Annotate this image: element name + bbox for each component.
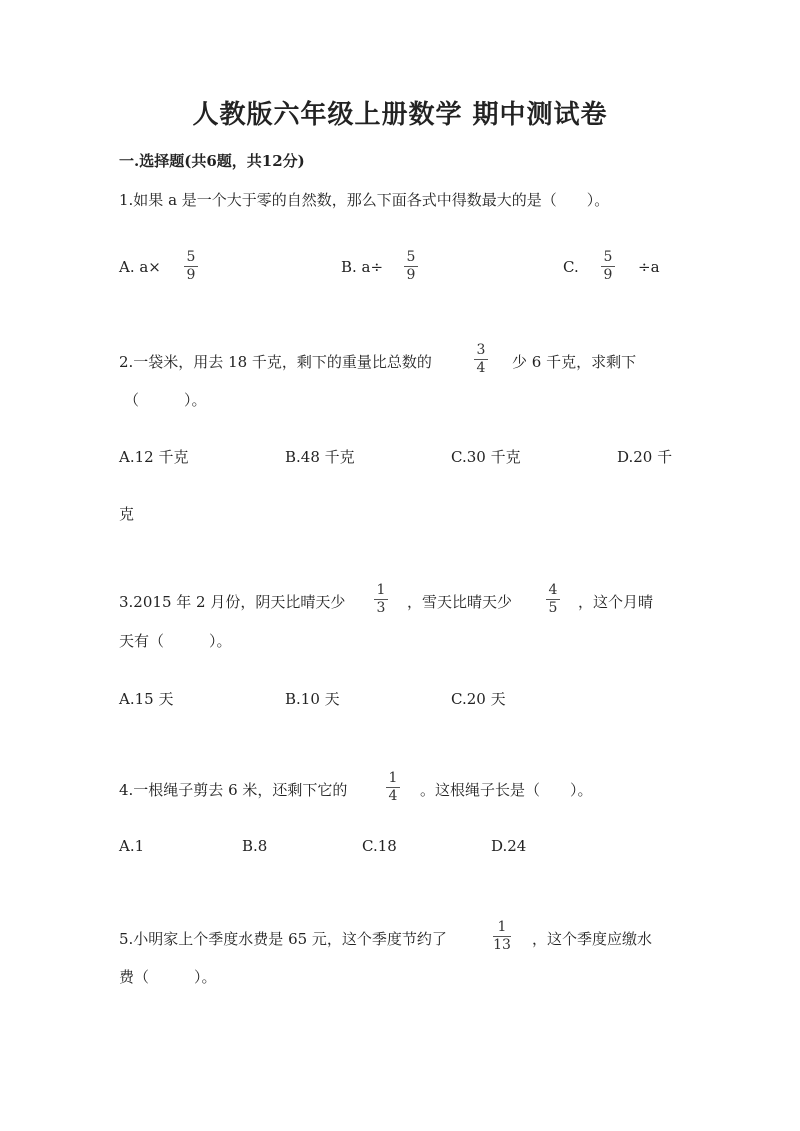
question-5-stem-end: ，这个季度应缴水 xyxy=(532,930,653,948)
q3-option-c: C.20 天 xyxy=(451,690,506,708)
q4-option-a: A.1 xyxy=(119,837,145,855)
question-4-stem-start: 4.一根绳子剪去 6 米，还剩下它的 xyxy=(119,781,348,799)
fraction-numerator: 5 xyxy=(603,249,613,265)
fraction-denominator: 4 xyxy=(388,788,398,804)
q2-option-c: C.30 千克 xyxy=(451,448,521,466)
fraction-denominator: 9 xyxy=(603,267,613,283)
question-4-stem-end: 。这根绳子长是（ ）。 xyxy=(420,781,593,799)
page-title: 人教版六年级上册数学 期中测试卷 xyxy=(192,100,608,130)
fraction-denominator: 3 xyxy=(376,600,386,616)
question-5-stem-line2: 费（ ）。 xyxy=(119,968,217,986)
q3-option-b: B.10 天 xyxy=(285,690,340,708)
q1-option-b-label: B. a÷ xyxy=(341,258,384,276)
q4-fraction xyxy=(383,771,403,804)
q3-fraction-cloudy xyxy=(371,583,391,616)
q4-option-d: D.24 xyxy=(491,837,527,855)
fraction-numerator: 5 xyxy=(406,249,416,265)
q1-option-c-suffix: ÷a xyxy=(638,258,660,276)
q3-fraction-snowy xyxy=(543,583,563,616)
q1-option-c-label: C. xyxy=(563,258,579,276)
question-3-stem-middle: ，雪天比晴天少 xyxy=(407,593,513,611)
fraction-numerator: 1 xyxy=(388,770,398,786)
question-3-stem-start: 3.2015 年 2 月份，阴天比晴天少 xyxy=(119,593,346,611)
q2-fraction xyxy=(471,343,491,376)
q2-option-d-wrap: 克 xyxy=(119,505,135,523)
q2-option-b: B.48 千克 xyxy=(285,448,355,466)
q2-option-a: A.12 千克 xyxy=(119,448,189,466)
question-1-stem: 1.如果 a 是一个大于零的自然数，那么下面各式中得数最大的是（ ）。 xyxy=(119,191,610,209)
question-2-stem-line2: （ ）。 xyxy=(124,391,207,409)
fraction-denominator: 13 xyxy=(493,937,511,953)
q4-option-c: C.18 xyxy=(362,837,397,855)
question-5-stem-start: 5.小明家上个季度水费是 65 元，这个季度节约了 xyxy=(119,930,447,948)
fraction-denominator: 9 xyxy=(186,267,196,283)
q1-option-b-fraction xyxy=(401,250,421,283)
q5-fraction xyxy=(490,920,514,953)
fraction-denominator: 4 xyxy=(476,360,486,376)
q3-option-a: A.15 天 xyxy=(119,690,174,708)
fraction-numerator: 4 xyxy=(548,582,558,598)
question-2-stem-start: 2.一袋米，用去 18 千克，剩下的重量比总数的 xyxy=(119,353,432,371)
question-3-stem-end: ，这个月晴 xyxy=(578,593,654,611)
fraction-numerator: 1 xyxy=(376,582,386,598)
fraction-numerator: 5 xyxy=(186,249,196,265)
question-2-stem-end: 少 6 千克，求剩下 xyxy=(512,353,637,371)
fraction-denominator: 5 xyxy=(548,600,558,616)
q1-option-c-fraction xyxy=(598,250,618,283)
fraction-numerator: 1 xyxy=(497,919,507,935)
question-3-stem-line2: 天有（ ）。 xyxy=(119,632,232,650)
fraction-denominator: 9 xyxy=(406,267,416,283)
fraction-numerator: 3 xyxy=(476,342,486,358)
q4-option-b: B.8 xyxy=(242,837,268,855)
section-heading: 一.选择题(共6题，共12分) xyxy=(119,152,305,170)
q2-option-d: D.20 千 xyxy=(617,448,673,466)
q1-option-a-fraction xyxy=(181,250,201,283)
q1-option-a-label: A. a× xyxy=(119,258,161,276)
